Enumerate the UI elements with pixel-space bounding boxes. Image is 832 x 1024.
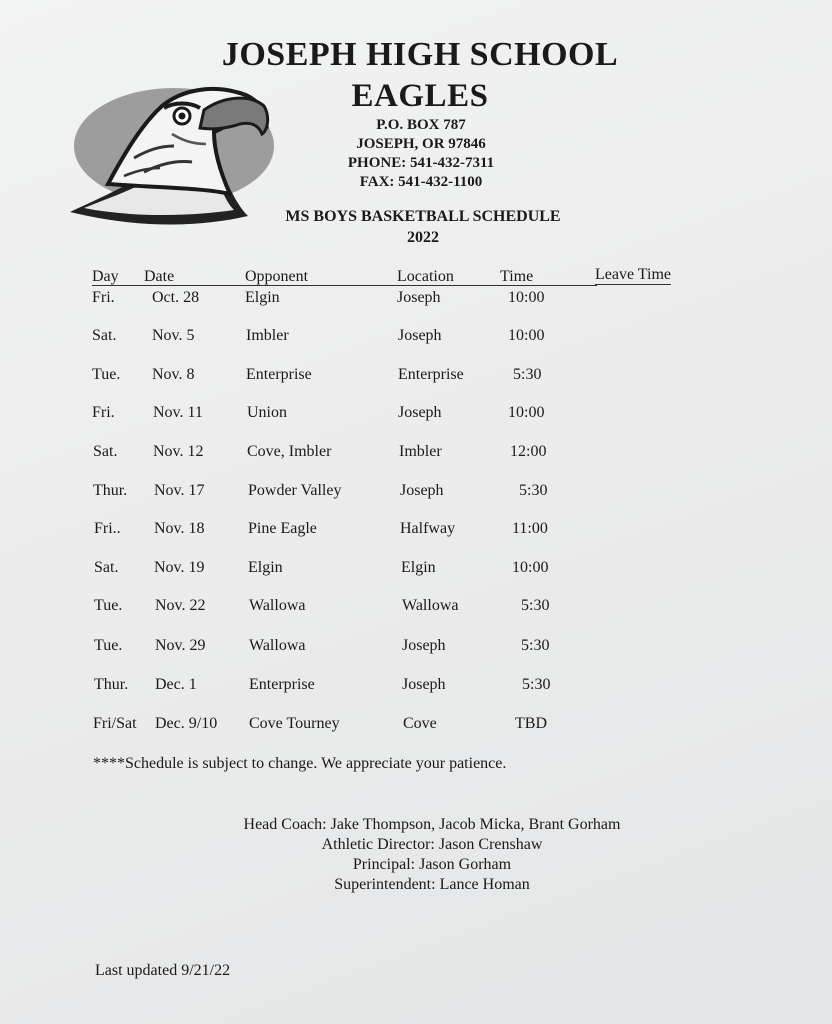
game-location: Joseph: [398, 327, 442, 344]
mascot-name: EAGLES: [351, 78, 489, 114]
game-opponent: Cove Tourney: [249, 715, 340, 732]
fax-number: FAX: 541-432-1100: [359, 174, 483, 190]
game-location: Halfway: [400, 520, 456, 537]
game-opponent: Enterprise: [246, 366, 312, 383]
game-day: Tue.: [92, 366, 121, 383]
game-date: Nov. 12: [153, 443, 204, 460]
last-updated: Last updated 9/21/22: [95, 962, 231, 979]
column-header-time: Time: [500, 268, 534, 285]
game-day: Sat.: [93, 443, 118, 460]
table-row: [0, 597, 832, 621]
game-day: Fri..: [94, 520, 121, 537]
head-coach: Head Coach: Jake Thompson, Jacob Micka, Brant Gorham: [243, 816, 621, 833]
game-day: Sat.: [94, 559, 119, 576]
game-location: Joseph: [400, 482, 444, 499]
game-day: Fri/Sat: [93, 715, 137, 732]
game-opponent: Enterprise: [249, 676, 315, 693]
game-time: 10:00: [508, 327, 545, 344]
header-underline: [92, 285, 597, 286]
game-opponent: Imbler: [246, 327, 289, 344]
game-location: Enterprise: [398, 366, 464, 383]
game-opponent: Union: [247, 404, 287, 421]
principal: Principal: Jason Gorham: [352, 856, 512, 873]
superintendent: Superintendent: Lance Homan: [334, 876, 530, 893]
game-time: 5:30: [513, 366, 542, 383]
game-date: Dec. 1: [155, 676, 197, 693]
game-day: Tue.: [94, 637, 123, 654]
game-location: Joseph: [397, 289, 441, 306]
game-date: Nov. 11: [153, 404, 203, 421]
game-date: Nov. 22: [155, 597, 206, 614]
game-time: 10:00: [508, 404, 545, 421]
game-time: 5:30: [521, 637, 550, 654]
schedule-note: ****Schedule is subject to change. We appreciate your patience.: [93, 755, 507, 772]
game-day: Thur.: [93, 482, 128, 499]
game-day: Fri.: [92, 289, 115, 306]
game-day: Fri.: [92, 404, 115, 421]
game-date: Nov. 18: [154, 520, 205, 537]
game-date: Nov. 5: [152, 327, 195, 344]
game-location: Cove: [403, 715, 437, 732]
game-time: 5:30: [522, 676, 551, 693]
address-city: JOSEPH, OR 97846: [356, 136, 486, 152]
table-row: [0, 637, 832, 661]
table-row: [0, 443, 832, 467]
address-box: P.O. BOX 787: [376, 117, 466, 133]
game-location: Joseph: [402, 637, 446, 654]
game-location: Imbler: [399, 443, 442, 460]
game-opponent: Wallowa: [249, 637, 306, 654]
table-row: [0, 289, 832, 313]
table-row: [0, 676, 832, 700]
table-row: [0, 715, 832, 739]
column-header-location: Location: [397, 268, 454, 285]
game-opponent: Elgin: [248, 559, 283, 576]
game-opponent: Cove, Imbler: [247, 443, 332, 460]
game-opponent: Wallowa: [249, 597, 306, 614]
game-time: 12:00: [510, 443, 547, 460]
game-opponent: Elgin: [245, 289, 280, 306]
game-location: Wallowa: [402, 597, 459, 614]
table-row: [0, 366, 832, 390]
game-time: 5:30: [519, 482, 548, 499]
school-name: JOSEPH HIGH SCHOOL: [221, 36, 619, 73]
game-time: TBD: [515, 715, 547, 732]
game-time: 5:30: [521, 597, 550, 614]
game-day: Sat.: [92, 327, 117, 344]
schedule-title: MS BOYS BASKETBALL SCHEDULE: [285, 208, 561, 225]
game-time: 10:00: [512, 559, 549, 576]
athletic-director: Athletic Director: Jason Crenshaw: [321, 836, 543, 853]
game-date: Nov. 8: [152, 366, 195, 383]
schedule-year: 2022: [407, 229, 439, 246]
game-day: Tue.: [94, 597, 123, 614]
game-date: Nov. 17: [154, 482, 205, 499]
game-time: 10:00: [508, 289, 545, 306]
game-location: Joseph: [398, 404, 442, 421]
game-date: Nov. 19: [154, 559, 205, 576]
game-location: Joseph: [402, 676, 446, 693]
game-location: Elgin: [401, 559, 436, 576]
phone-number: PHONE: 541-432-7311: [347, 155, 495, 171]
table-row: [0, 404, 832, 428]
game-day: Thur.: [94, 676, 129, 693]
game-time: 11:00: [512, 520, 548, 537]
game-date: Dec. 9/10: [155, 715, 218, 732]
table-row: [0, 520, 832, 544]
column-header-date: Date: [144, 268, 175, 285]
table-row: [0, 327, 832, 351]
game-date: Nov. 29: [155, 637, 206, 654]
table-row: [0, 559, 832, 583]
game-date: Oct. 28: [152, 289, 200, 306]
column-header-leave-time: Leave Time: [595, 266, 671, 283]
game-opponent: Pine Eagle: [248, 520, 317, 537]
table-row: [0, 482, 832, 506]
game-opponent: Powder Valley: [248, 482, 342, 499]
column-header-day: Day: [92, 268, 119, 285]
column-header-opponent: Opponent: [245, 268, 309, 285]
